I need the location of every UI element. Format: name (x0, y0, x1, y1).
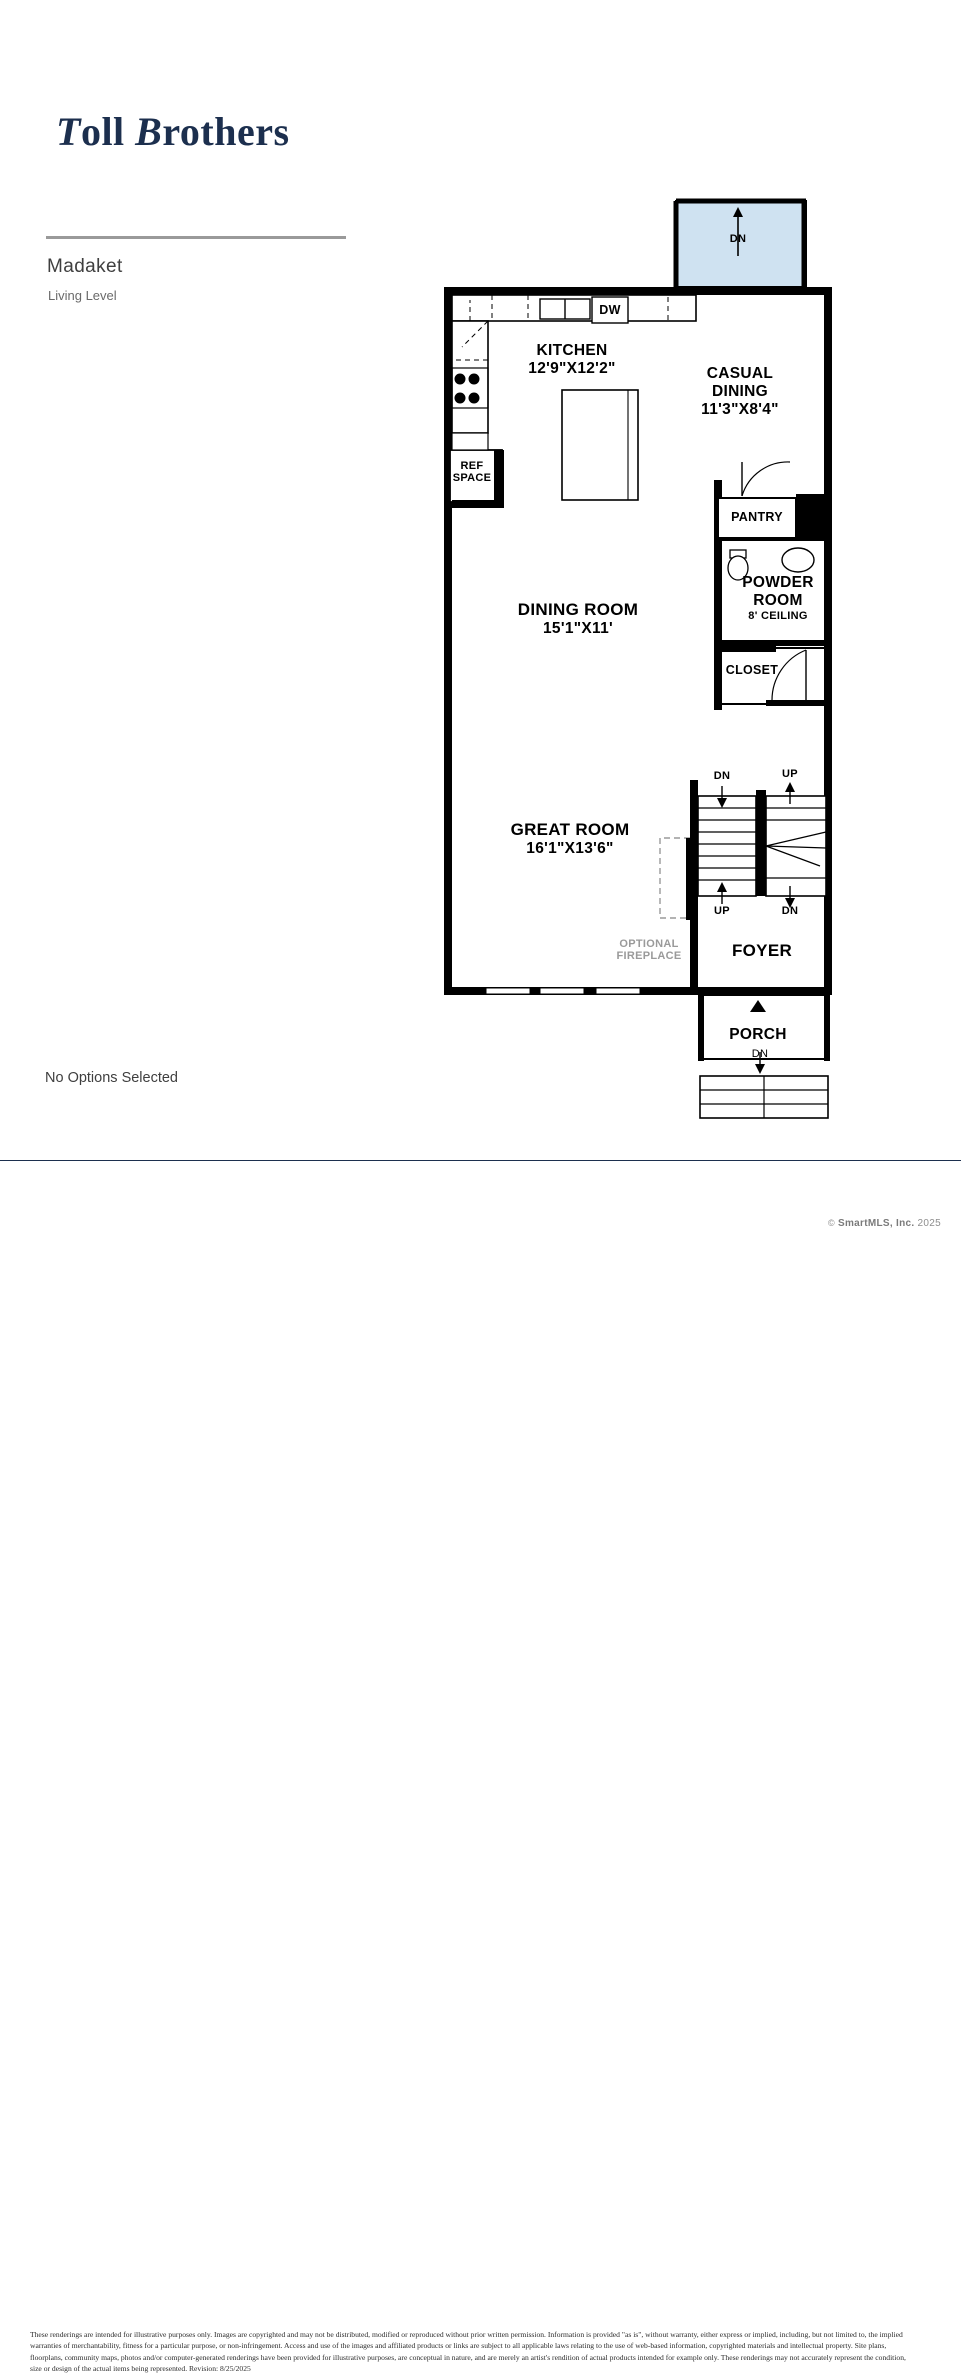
kitchen-name: KITCHEN (536, 342, 608, 359)
ref-space-line2: SPACE (452, 472, 492, 484)
casual-dining-name-line1: CASUAL (706, 365, 774, 382)
casual-dining-dims: 11'3"X8'4" (701, 401, 779, 418)
disclaimer-text: These renderings are intended for illustrative purposes only. Images are copyrighted and may not be distributed, modified or reproduced without prior written permission. Information is provided "as is", without warranty, either express or implied, including, but not limited to, the implied warranties of merchantability, fitness for a particular purpose, or non-infringement. Access and use of the images and affiliated products or links are subject to all applicable laws relating to the use of web-based information, copyrighted materials and intellectual property. Site plans, floorplans, community maps, photos and/or computer-generated renderings have been provided for illustrative purposes, are conceptual in nature, and are merely an artist's rendition of actual products intended for example only. These renderings may not accurately represent the condition, size or design of the actual items being represented. Revision: 8/25/2025 (30, 2330, 906, 2374)
dining-room-dims: 15'1"X11' (542, 620, 614, 637)
room-label-casual-dining (701, 365, 779, 419)
optional-fireplace-label (616, 938, 681, 962)
disclaimer-section (0, 1160, 961, 2374)
room-label-closet: CLOSET (725, 663, 779, 677)
stair-label-porch-dn: DN (751, 1048, 769, 1060)
stair-label-great-up-right: UP (782, 768, 798, 780)
logo-text-oll: oll (80, 109, 136, 154)
casual-dining-name-line2: DINING (711, 383, 769, 400)
logo-text-rothers: rothers (162, 109, 290, 154)
logo-text-b: B (135, 109, 163, 154)
stair-label-great-dn-right: DN (781, 905, 799, 917)
room-label-powder-room (742, 574, 814, 622)
room-label-kitchen (528, 342, 615, 378)
room-label-porch: PORCH (729, 1026, 787, 1043)
room-label-great-room (511, 820, 630, 858)
dining-room-name: DINING ROOM (517, 600, 639, 619)
mls-attribution (828, 1218, 941, 1229)
ref-space-line1: REF (460, 460, 484, 472)
kitchen-dims: 12'9"X12'2" (528, 360, 616, 377)
mls-year: 2025 (917, 1218, 941, 1229)
powder-room-name-line2: ROOM (753, 592, 803, 609)
room-label-foyer: FOYER (731, 941, 793, 960)
room-label-dining-room (518, 600, 638, 638)
room-label-pantry: PANTRY (731, 510, 783, 524)
stair-label-great-dn-left: DN (713, 770, 731, 782)
powder-room-ceiling-note: 8' CEILING (748, 610, 808, 622)
room-label-ref-space (453, 460, 492, 484)
great-room-name: GREAT ROOM (510, 820, 630, 839)
logo-text-t: T (56, 109, 81, 154)
optional-fireplace-line1: OPTIONAL (619, 938, 679, 950)
stair-label-great-up-left: UP (714, 905, 730, 917)
optional-fireplace-line2: FIREPLACE (616, 950, 682, 962)
stair-label-top-dn: DN (729, 233, 747, 245)
powder-room-name-line1: POWDER (742, 574, 814, 591)
mls-name: SmartMLS, Inc. (838, 1218, 915, 1229)
appliance-label-dw: DW (599, 303, 621, 317)
page-title: Madaket (47, 256, 123, 277)
great-room-dims: 16'1"X13'6" (526, 840, 614, 857)
plan-level-subtitle: Living Level (48, 288, 117, 303)
options-status: No Options Selected (45, 1070, 178, 1086)
copyright-icon: © (827, 1218, 835, 1228)
